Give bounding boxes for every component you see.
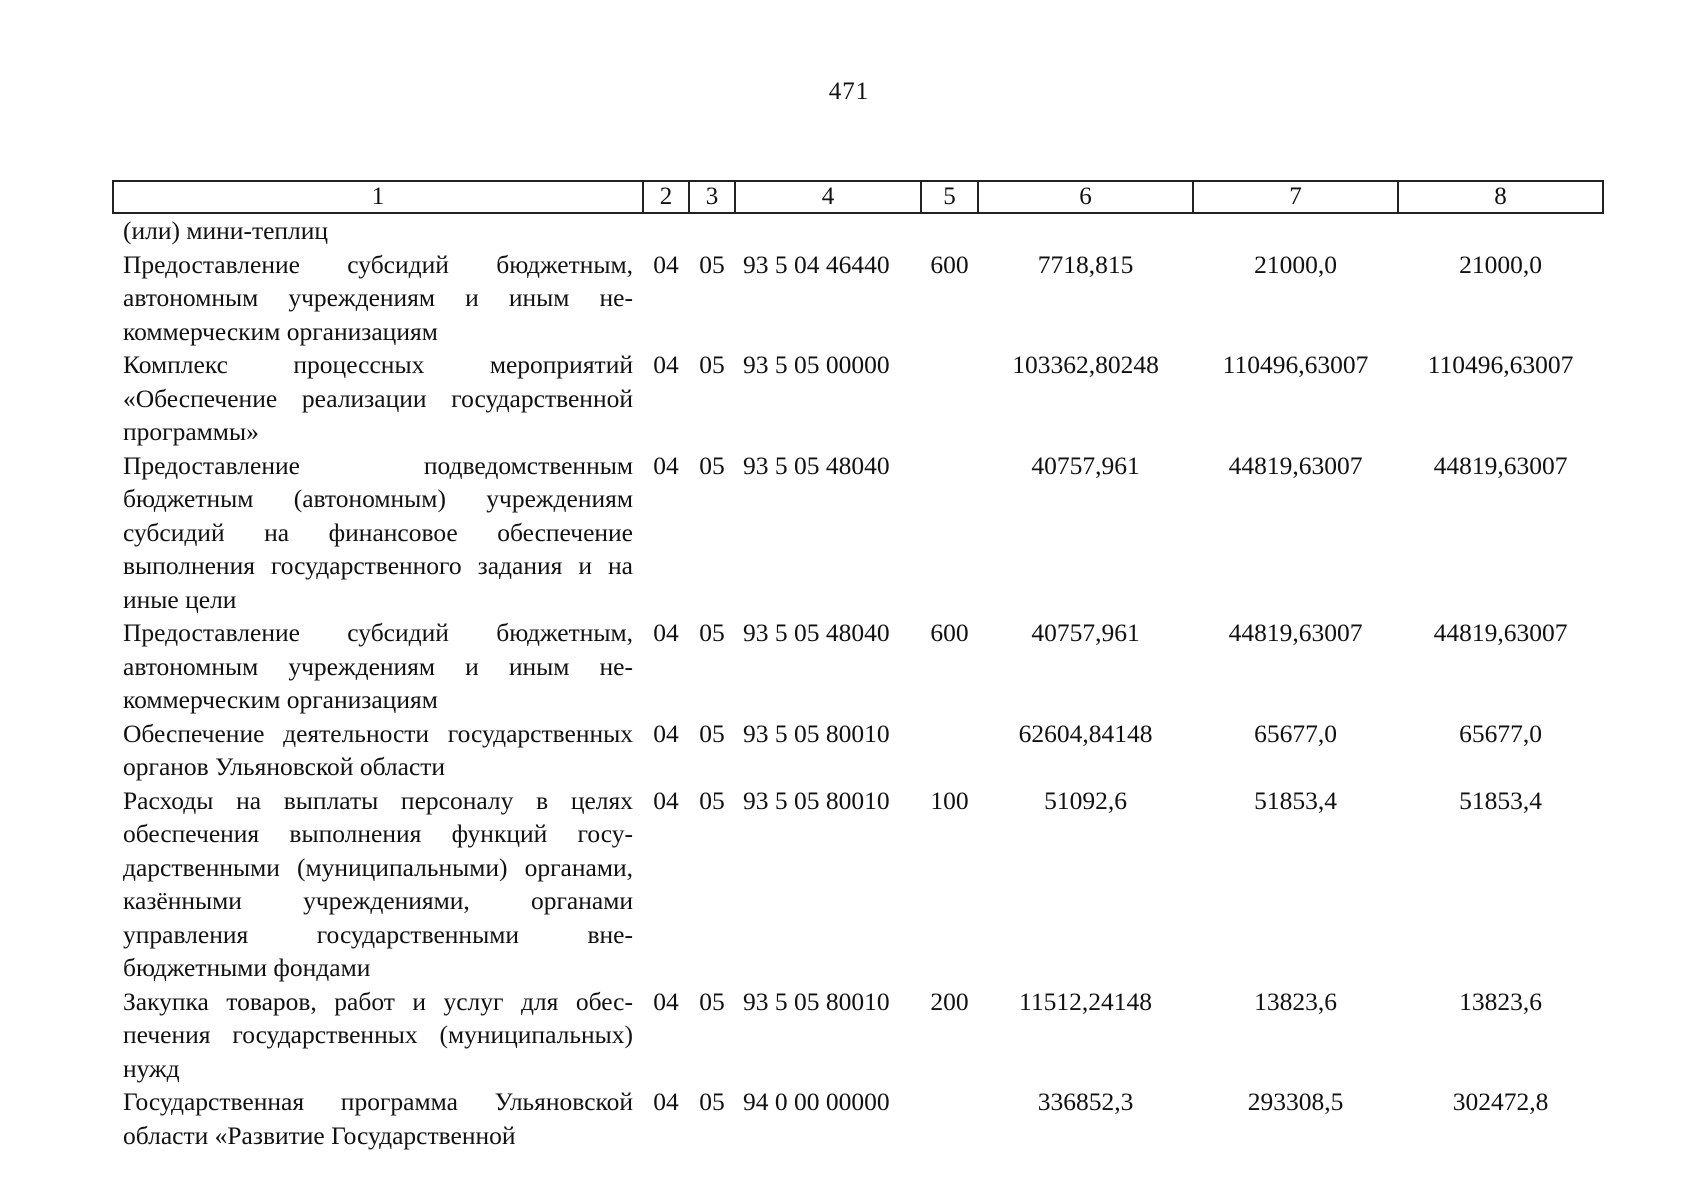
table-body — [113, 213, 1603, 1152]
row-section-code: 04 — [653, 618, 679, 647]
row-value-col-7: 21000,0 — [1254, 249, 1337, 279]
row-expense-type — [921, 449, 978, 617]
row-subsection-code: 05 — [699, 249, 725, 279]
row-target-article: 93 5 04 46440 — [743, 249, 890, 279]
row-value-col-7: 65677,0 — [1254, 718, 1337, 748]
row-section-code: 04 — [653, 450, 679, 480]
row-section-code: 04 — [653, 350, 679, 379]
table-row — [113, 784, 1603, 985]
row-value-col-8: 13823,6 — [1459, 986, 1542, 1016]
table-header — [113, 181, 1603, 213]
table-row — [113, 717, 1603, 784]
row-expense-type — [921, 717, 978, 784]
row-expense-type — [921, 213, 978, 248]
row-target-article: 93 5 05 80010 — [743, 785, 890, 815]
header-col-4: 4 — [735, 181, 921, 213]
row-section-code: 04 — [653, 249, 679, 279]
row-value-col-8: 65677,0 — [1459, 718, 1542, 748]
budget-table — [112, 180, 1604, 1152]
table-row — [113, 213, 1603, 248]
row-name: Предоставление субсидий бюджетным, автономным учреждениям и иным некоммерческим организациям — [123, 618, 633, 714]
row-value-col-7: 51853,4 — [1254, 785, 1337, 815]
row-target-article: 93 5 05 00000 — [743, 350, 890, 379]
page-number: 471 — [828, 78, 870, 105]
header-row — [113, 181, 1603, 213]
row-expense-type: 100 — [930, 785, 969, 815]
row-target-article: 93 5 05 48040 — [743, 618, 890, 647]
row-value-col-7: 13823,6 — [1254, 986, 1337, 1016]
table-row — [113, 616, 1603, 717]
row-name: Предоставление подведомственным бюджетным (автономным) учреждениям субсидий на финансовое обеспечение выполнения государственного задания и на иные цели — [123, 450, 633, 614]
row-subsection-code: 05 — [699, 350, 725, 379]
row-expense-type: 600 — [930, 249, 969, 279]
row-target-article: 93 5 05 80010 — [743, 718, 890, 748]
row-value-col-6 — [978, 213, 1193, 248]
row-value-col-7: 44819,63007 — [1228, 450, 1363, 480]
row-value-col-8: 110496,63007 — [1427, 350, 1574, 379]
row-section-code: 04 — [653, 986, 679, 1016]
row-value-col-6: 336852,3 — [1037, 1087, 1134, 1116]
row-name: (или) мини-теплиц — [123, 216, 329, 245]
row-subsection-code: 05 — [699, 986, 725, 1016]
header-col-6: 6 — [978, 181, 1193, 213]
row-value-col-8: 44819,63007 — [1433, 450, 1568, 480]
row-name: Обеспечение деятельности государственных органов Ульяновской области — [123, 718, 633, 781]
row-name: Комплекс процессных мероприятий «Обеспечение реализации государственной программы» — [123, 350, 633, 446]
row-name: Закупка товаров, работ и услуг для обеспечения государственных (муниципальных) нужд — [123, 986, 633, 1083]
row-expense-type: 600 — [930, 618, 969, 647]
table-row — [113, 248, 1603, 349]
row-value-col-6: 40757,961 — [1031, 618, 1140, 647]
row-section-code: 04 — [653, 1087, 679, 1116]
row-subsection-code: 05 — [699, 785, 725, 815]
row-value-col-7: 293308,5 — [1247, 1087, 1344, 1116]
row-value-col-8: 44819,63007 — [1433, 618, 1568, 647]
row-value-col-6: 103362,80248 — [1012, 350, 1159, 379]
row-value-col-6: 40757,961 — [1031, 450, 1140, 480]
row-value-col-8: 51853,4 — [1459, 785, 1542, 815]
row-expense-type — [921, 1085, 978, 1152]
row-value-col-6: 51092,6 — [1044, 785, 1127, 815]
header-col-3: 3 — [689, 181, 735, 213]
row-value-col-8: 302472,8 — [1452, 1087, 1549, 1116]
row-section-code: 04 — [653, 718, 679, 748]
row-value-col-6: 7718,815 — [1037, 249, 1134, 279]
row-value-col-8 — [1398, 213, 1603, 248]
table-row — [113, 985, 1603, 1086]
row-target-article: 93 5 05 48040 — [743, 450, 890, 480]
row-expense-type — [921, 348, 978, 449]
row-target-article: 94 0 00 00000 — [743, 1087, 890, 1116]
row-name: Предоставление субсидий бюджетным, автономным учреждениям и иным некоммерческим организациям — [123, 249, 633, 346]
row-target-article: 93 5 05 80010 — [743, 986, 890, 1016]
row-value-col-6: 11512,24148 — [1019, 986, 1152, 1016]
row-value-col-7: 110496,63007 — [1222, 350, 1369, 379]
header-col-8: 8 — [1398, 181, 1603, 213]
header-col-7: 7 — [1193, 181, 1398, 213]
row-section-code: 04 — [653, 785, 679, 815]
header-col-2: 2 — [643, 181, 689, 213]
header-col-5: 5 — [921, 181, 978, 213]
row-subsection-code — [689, 213, 735, 248]
row-target-article — [735, 213, 921, 248]
header-col-1: 1 — [113, 181, 643, 213]
row-value-col-7: 44819,63007 — [1228, 618, 1363, 647]
row-value-col-6: 62604,84148 — [1018, 718, 1153, 748]
row-value-col-7 — [1193, 213, 1398, 248]
row-subsection-code: 05 — [699, 450, 725, 480]
table-row — [113, 348, 1603, 449]
row-section-code — [643, 213, 689, 248]
row-value-col-8: 21000,0 — [1459, 249, 1542, 279]
row-expense-type: 200 — [930, 986, 969, 1016]
table-row — [113, 1085, 1603, 1152]
row-name: Государственная программа Ульяновской области «Развитие Государственной — [123, 1087, 633, 1150]
table-row — [113, 449, 1603, 617]
row-name: Расходы на выплаты персоналу в целях обеспечения выполнения функций государственными (муниципальными) органами, казёнными учреждениями, органами управления государственными внебюджетными фондами — [123, 785, 633, 982]
row-subsection-code: 05 — [699, 718, 725, 748]
row-subsection-code: 05 — [699, 1087, 725, 1116]
row-subsection-code: 05 — [699, 618, 725, 647]
